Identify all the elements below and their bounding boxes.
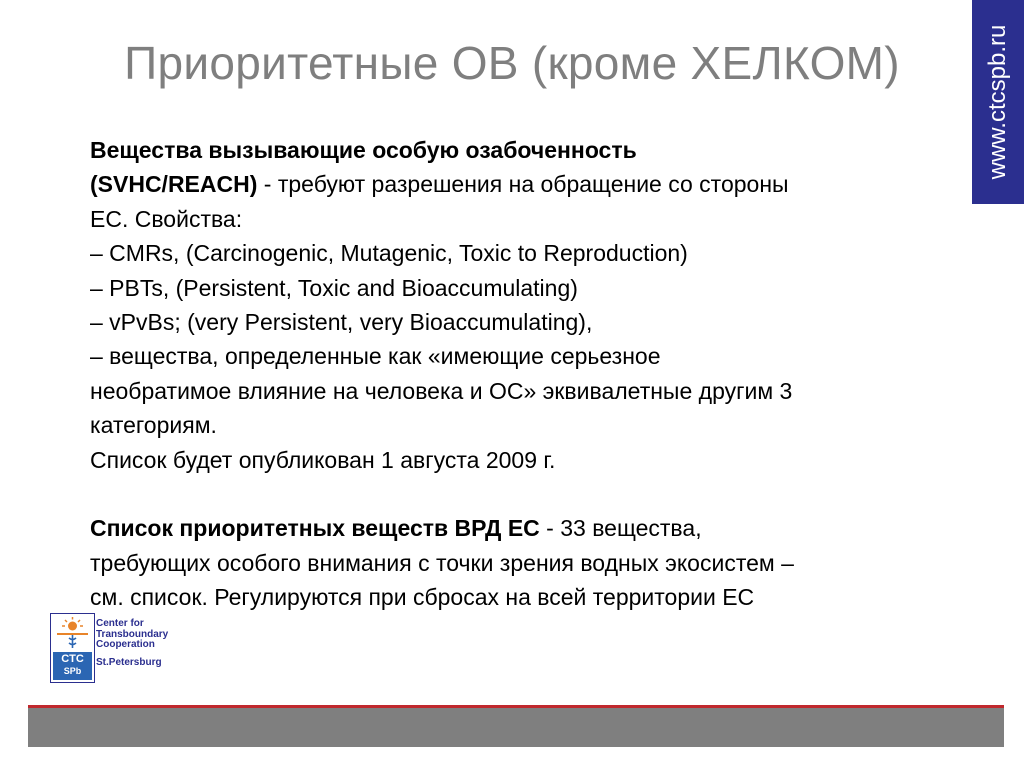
slide-title: Приоритетные ОВ (кроме ХЕЛКОМ): [124, 37, 900, 89]
p1-line3: ЕС. Свойства:: [90, 205, 243, 232]
logo-line3: Cooperation: [96, 639, 155, 650]
sun-wave-icon: [51, 614, 94, 652]
p1-text-line2: - требуют разрешения на обращение со стороны: [257, 171, 789, 198]
slide-body: [90, 133, 970, 615]
p1-line5: – PBTs, (Persistent, Toxic and Bioaccumulating): [90, 274, 578, 301]
logo-line2: Transboundary: [96, 628, 169, 640]
p1-line7: – вещества, определенные как «имеющие серьезное: [90, 343, 661, 370]
ctc-logo-text: [96, 619, 168, 668]
ctc-logo: [50, 613, 190, 683]
p2-line2: требующих особого внимания с точки зрения водных экосистем –: [90, 549, 794, 576]
p1-bold-line1: Вещества вызывающие особую озабоченность: [90, 137, 637, 163]
ctc-badge: [53, 652, 92, 680]
logo-line4: St.Petersburg: [96, 656, 162, 668]
p1-line1: [90, 133, 970, 167]
badge-bottom: SPb: [63, 666, 82, 676]
footer-grey-bar: [28, 708, 1004, 747]
p2-text-line1: - 33 вещества,: [539, 515, 702, 542]
p1-line2: [90, 167, 970, 201]
p2-line1: [90, 511, 970, 545]
side-url-banner: [972, 0, 1024, 204]
badge-top: CTC: [61, 653, 84, 665]
p2-line3: см. список. Регулируются при сбросах на всей территории ЕС: [90, 584, 755, 611]
p1-line4: – CMRs, (Carcinogenic, Mutagenic, Toxic to Reproduction): [90, 240, 688, 267]
p1-line8: необратимое влияние на человека и ОС» эквивалетные другим 3: [90, 377, 793, 404]
p2-bold: Список приоритетных веществ ВРД ЕС: [90, 515, 540, 542]
side-url-text: www.ctcspb.ru: [984, 24, 1011, 180]
logo-line1: Center for: [96, 618, 144, 629]
paragraph-gap: [90, 477, 970, 511]
p1-line9: категориям.: [90, 412, 217, 439]
p1-bold-line2: (SVHC/REACH): [90, 171, 258, 198]
p1-line10: Список будет опубликован 1 августа 2009 г.: [90, 446, 556, 473]
p1-line6: – vPvBs; (very Persistent, very Bioaccumulating),: [90, 309, 593, 336]
ctc-logo-badge: [50, 613, 95, 683]
